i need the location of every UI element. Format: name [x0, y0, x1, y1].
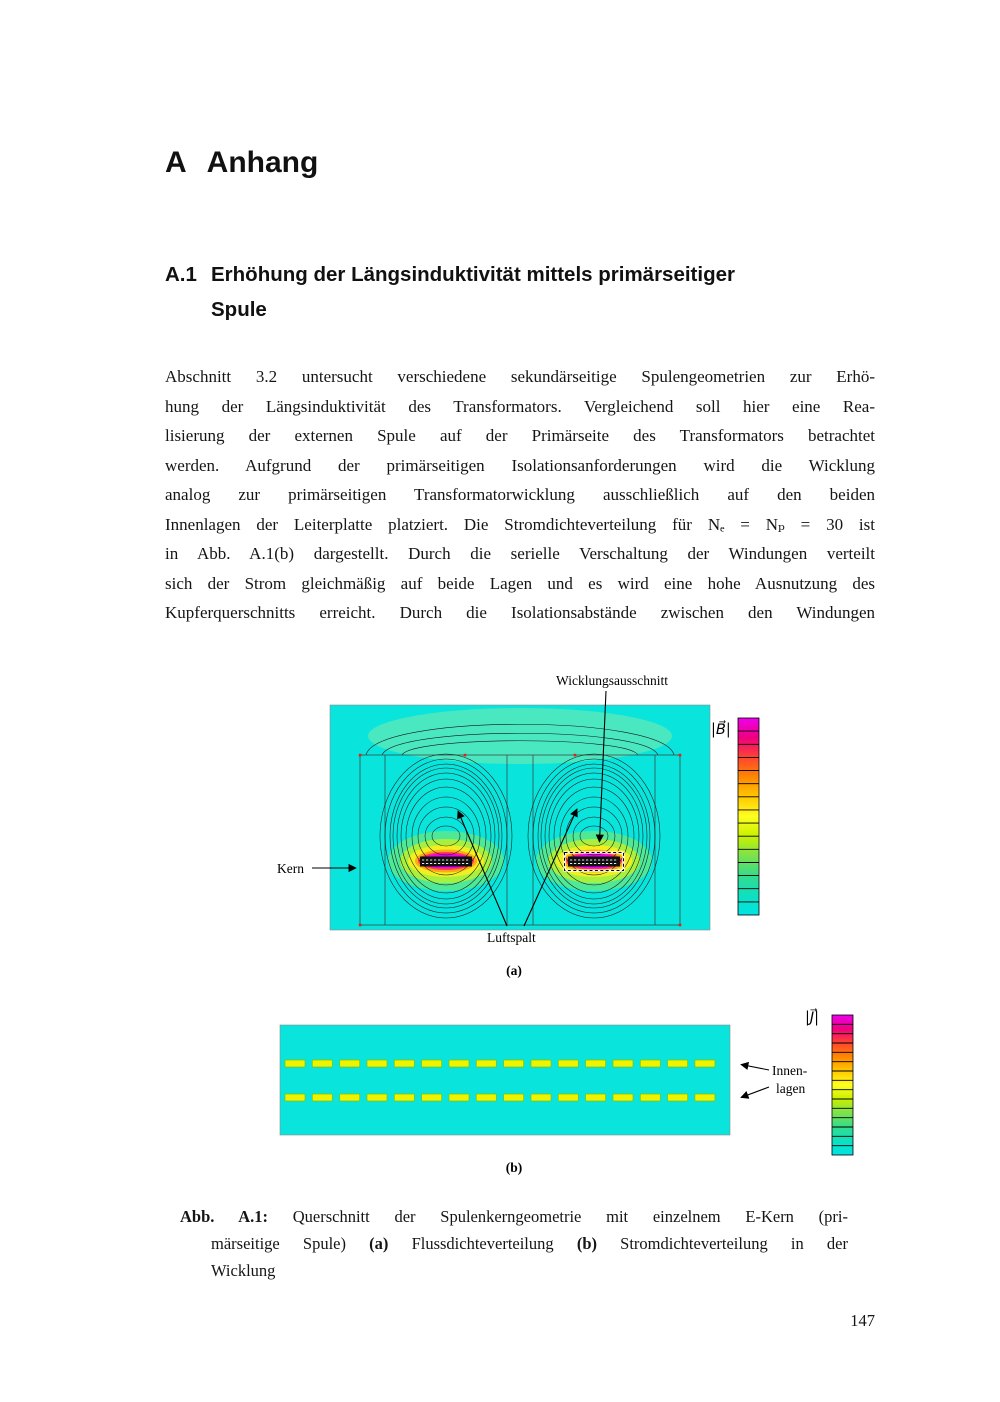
conductor-cross-section: [422, 1094, 442, 1101]
conductor-cross-section: [285, 1060, 305, 1067]
conductor-cross-section: [340, 1094, 360, 1101]
innenlagen-arrow-bottom: [741, 1087, 769, 1098]
conductor-cross-section: [531, 1094, 551, 1101]
innenlagen-label-line1: Innen-: [772, 1063, 808, 1078]
chapter-heading: [165, 146, 318, 180]
subfigure-a-label: (a): [506, 963, 522, 978]
conductor-cross-section: [695, 1094, 715, 1101]
conductor-cross-section: [504, 1094, 524, 1101]
flux-colorbar-label: |B⃗|: [711, 722, 731, 738]
caption-line: [180, 1230, 848, 1257]
caption-b-marker: (b): [576, 1234, 597, 1253]
conductor-cross-section: [558, 1094, 578, 1101]
page-number: 147: [850, 1311, 875, 1330]
caption-text: märseitige Spule): [211, 1234, 370, 1253]
paragraph-line: in Abb. A.1(b) dargestellt. Durch die serielle Verschaltung der Windungen verteilt: [165, 544, 875, 563]
chapter-number: A: [165, 146, 187, 179]
chapter-title: Anhang: [206, 146, 319, 179]
flux-colorbar: [711, 718, 759, 915]
leakage-field-tint: [368, 708, 672, 764]
conductor-cross-section: [422, 1060, 442, 1067]
conductor-cross-section: [449, 1094, 469, 1101]
caption-line: [180, 1203, 848, 1230]
wicklungsausschnitt-label: Wicklungsausschnitt: [556, 673, 668, 688]
caption-line: [180, 1257, 848, 1284]
figure-a-plot: [270, 670, 770, 985]
paragraph-line: lisierung der externen Spule auf der Primärseite des Transformators betrachtet: [165, 426, 875, 445]
current-colorbar-label: |J⃗|: [805, 1010, 820, 1026]
paragraph-line: hung der Längsinduktivität des Transformators. Vergleichend soll hier eine Rea-: [165, 396, 875, 416]
figure-b-plot: [270, 1000, 870, 1185]
current-colorbar: [805, 1007, 853, 1155]
section-heading: [165, 257, 735, 327]
caption-text: Flussdichteverteilung: [388, 1234, 577, 1253]
section-title-line2: Spule: [211, 298, 267, 321]
body-paragraph: [165, 362, 875, 628]
conductor-cross-section: [367, 1060, 387, 1067]
conductor-cross-section: [312, 1060, 332, 1067]
paragraph-line: Kupferquerschnitts erreicht. Durch die Isolationsabstände zwischen den Windungen: [165, 603, 875, 622]
conductor-cross-section: [449, 1060, 469, 1067]
paragraph-line: werden. Aufgrund der primärseitigen Isolationsanforderungen wird die Wicklung: [165, 455, 875, 475]
subfigure-b-label: (b): [505, 1160, 523, 1175]
kern-label: Kern: [277, 861, 304, 876]
section-title-line1: Erhöhung der Längsinduktivität mittels primärseitiger: [211, 263, 735, 286]
conductor-cross-section: [668, 1060, 688, 1067]
caption-a-marker: (a): [369, 1234, 389, 1253]
conductor-cross-section: [394, 1060, 414, 1067]
conductor-cross-section: [476, 1094, 496, 1101]
paragraph-line: sich der Strom gleichmäßig auf beide Lagen und es wird eine hohe Ausnutzung des: [165, 573, 875, 593]
paragraph-line: Innenlagen der Leiterplatte platziert. Die Stromdichteverteilung für Nₑ = Nₚ = 30 ist: [165, 514, 875, 534]
caption-label: Abb. A.1:: [180, 1207, 269, 1226]
conductor-cross-section: [504, 1060, 524, 1067]
paragraph-line: analog zur primärseitigen Transformatorwicklung ausschließlich auf den beiden: [165, 485, 875, 504]
innenlagen-arrow-top: [741, 1065, 769, 1071]
conductor-cross-section: [586, 1060, 606, 1067]
conductor-cross-section: [394, 1094, 414, 1101]
conductor-cross-section: [531, 1060, 551, 1067]
left-winding: [420, 857, 472, 867]
paragraph-line: Abschnitt 3.2 untersucht verschiedene sekundärseitige Spulengeometrien zur Erhö-: [165, 367, 875, 386]
current-plot-background: [280, 1025, 730, 1135]
innenlagen-label-line2: lagen: [776, 1081, 806, 1096]
caption-text: Stromdichteverteilung in der: [597, 1234, 848, 1253]
conductor-cross-section: [668, 1094, 688, 1101]
conductor-cross-section: [586, 1094, 606, 1101]
conductor-cross-section: [640, 1060, 660, 1067]
conductor-cross-section: [558, 1060, 578, 1067]
conductor-cross-section: [367, 1094, 387, 1101]
conductor-cross-section: [695, 1060, 715, 1067]
conductor-cross-section: [476, 1060, 496, 1067]
section-number: A.1: [165, 263, 197, 286]
conductor-cross-section: [613, 1094, 633, 1101]
caption-text: Wicklung: [211, 1261, 276, 1280]
caption-text: Querschnitt der Spulenkerngeometrie mit einzelnem E-Kern (pri-: [268, 1207, 848, 1226]
conductor-cross-section: [613, 1060, 633, 1067]
conductor-cross-section: [285, 1094, 305, 1101]
conductor-cross-section: [640, 1094, 660, 1101]
luftspalt-label: Luftspalt: [487, 930, 536, 945]
conductor-cross-section: [312, 1094, 332, 1101]
section-title: [211, 257, 735, 327]
conductor-cross-section: [340, 1060, 360, 1067]
figure-caption: [180, 1203, 848, 1284]
